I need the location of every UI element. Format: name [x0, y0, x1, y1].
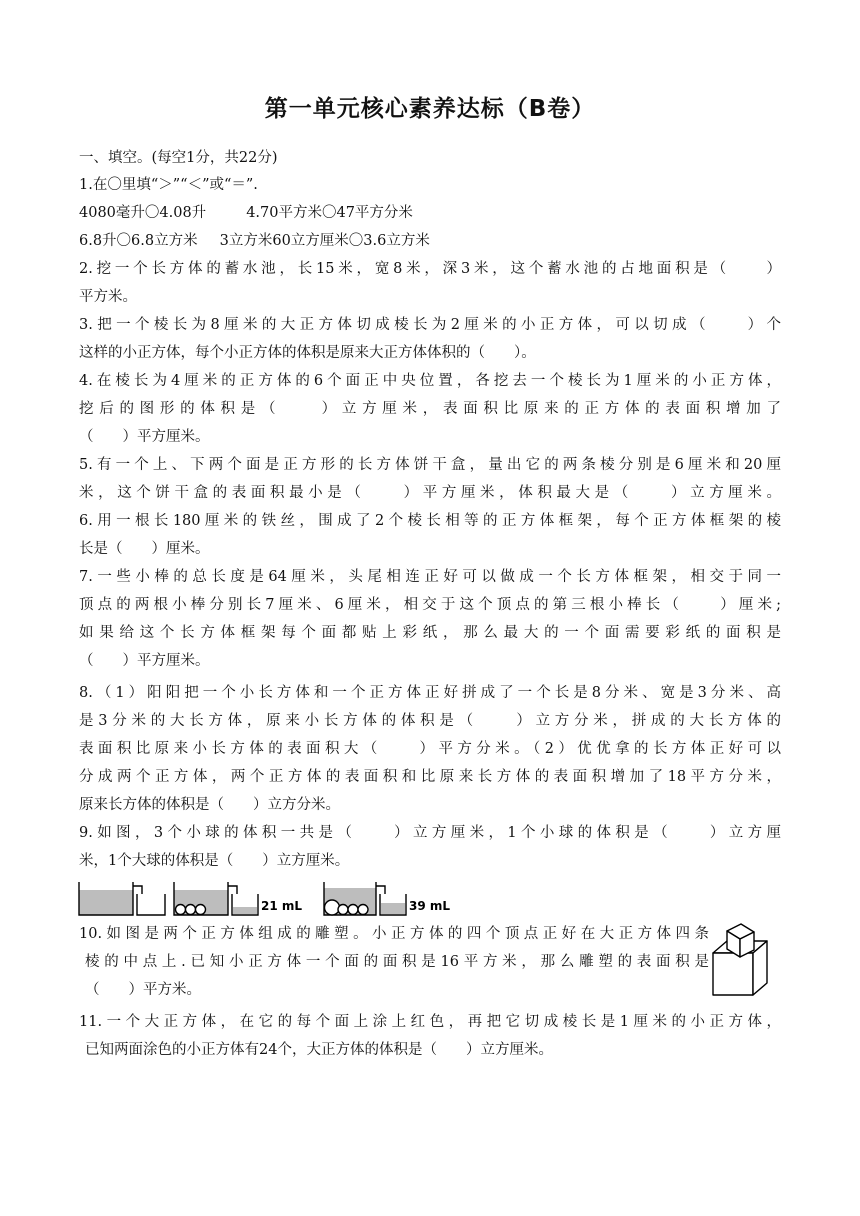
section-header: 一、填空。(每空1分，共22分) — [79, 150, 278, 166]
question-9-line-2: 米，1个大球的体积是（ ）立方厘米。 — [79, 853, 350, 869]
question-7-line-4: （ ）平方厘米。 — [79, 653, 210, 669]
measure-label-21: 21 mL — [261, 899, 303, 913]
question-1-stem: 1.在〇里填“＞”“＜”或“＝”. — [79, 177, 258, 193]
question-2-line-1: 2.挖一个长方体的蓄水池，长15米，宽8米，深3米，这个蓄水池的占地面积是（ ） — [79, 261, 781, 277]
question-10-line-1: 10.如图是两个正方体组成的雕塑。小正方体的四个顶点正好在大正方体四条 — [79, 926, 709, 942]
question-4-line-2: 挖后的图形的体积是（ ）立方厘米，表面积比原来的正方体的表面积增加了 — [79, 401, 781, 417]
measure-label-39: 39 mL — [409, 899, 451, 913]
question-7-line-2: 顶点的两根小棒分别长7厘米、6厘米，相交于这个顶点的第三根小棒长（ ）厘米; — [79, 597, 781, 613]
question-3-line-2: 这样的小正方体，每个小正方体的体积是原来大正方体体积的（ ）。 — [79, 345, 536, 361]
compare-item-c: 6.8升〇6.8立方米 — [79, 233, 198, 249]
question-10-line-3: （ ）平方米。 — [85, 982, 201, 998]
question-8-line-4: 分成两个正方体，两个正方体的表面积和比原来长方体的表面积增加了18平方分米， — [79, 769, 781, 785]
question-2-line-2: 平方米。 — [79, 289, 137, 305]
question-9-line-1: 9.如图，3个小球的体积一共是（ ）立方厘米，1个小球的体积是（ ）立方厘 — [79, 825, 781, 841]
question-11-line-2: 已知两面涂色的小正方体有24个，大正方体的体积是（ ）立方厘米。 — [85, 1042, 553, 1058]
question-6-line-1: 6.用一根长180厘米的铁丝，围成了2个棱长相等的正方体框架，每个正方体框架的棱 — [79, 513, 781, 529]
question-11-line-1: 11.一个大正方体，在它的每个面上涂上红色，再把它切成棱长是1厘米的小正方体， — [79, 1014, 781, 1030]
question-1-row-1 — [79, 203, 413, 223]
ball-volume-figure — [76, 878, 456, 918]
question-1-row-2 — [79, 231, 430, 251]
question-3-line-1: 3.把一个棱长为8厘米的大正方体切成棱长为2厘米的小正方体，可以切成（ ）个 — [79, 317, 781, 333]
question-8-line-5: 原来长方体的体积是（ ）立方分米。 — [79, 797, 340, 813]
question-4-line-1: 4.在棱长为4厘米的正方体的6个面正中央位置，各挖去一个棱长为1厘米的小正方体， — [79, 373, 781, 389]
compare-item-d: 3立方米60立方厘米〇3.6立方米 — [219, 233, 430, 249]
question-5-line-2: 米，这个饼干盒的表面积最小是（ ）平方厘米，体积最大是（ ）立方厘米。 — [79, 485, 781, 501]
question-7-line-3: 如果给这个长方体框架每个面都贴上彩纸，那么最大的一个面需要彩纸的面积是 — [79, 625, 781, 641]
page-title: 第一单元核心素养达标（B卷） — [264, 96, 596, 122]
question-8-line-2: 是3分米的大长方体，原来小长方体的体积是（ ）立方分米，拼成的大长方体的 — [79, 713, 781, 729]
question-8-line-3: 表面积比原来小长方体的表面积大（ ）平方分米。（2）优优拿的长方体正好可以 — [79, 741, 781, 757]
question-10-line-2: 棱的中点上.已知小正方体一个面的面积是16平方米，那么雕塑的表面积是 — [85, 954, 709, 970]
cube-sculpture-figure — [710, 919, 770, 999]
question-7-line-1: 7.一些小棒的总长度是64厘米，头尾相连正好可以做成一个长方体框架，相交于同一 — [79, 569, 781, 585]
question-5-line-1: 5.有一个上、下两个面是正方形的长方体饼干盒，量出它的两条棱分别是6厘米和20厘 — [79, 457, 781, 473]
compare-item-b: 4.70平方米〇47平方分米 — [246, 205, 413, 221]
compare-item-a: 4080毫升〇4.08升 — [79, 205, 207, 221]
question-8-line-1: 8.（1）阳阳把一个小长方体和一个正方体正好拼成了一个长是8分米、宽是3分米、高 — [79, 685, 781, 701]
question-4-line-3: （ ）平方厘米。 — [79, 429, 210, 445]
question-6-line-2: 长是（ ）厘米。 — [79, 541, 210, 557]
